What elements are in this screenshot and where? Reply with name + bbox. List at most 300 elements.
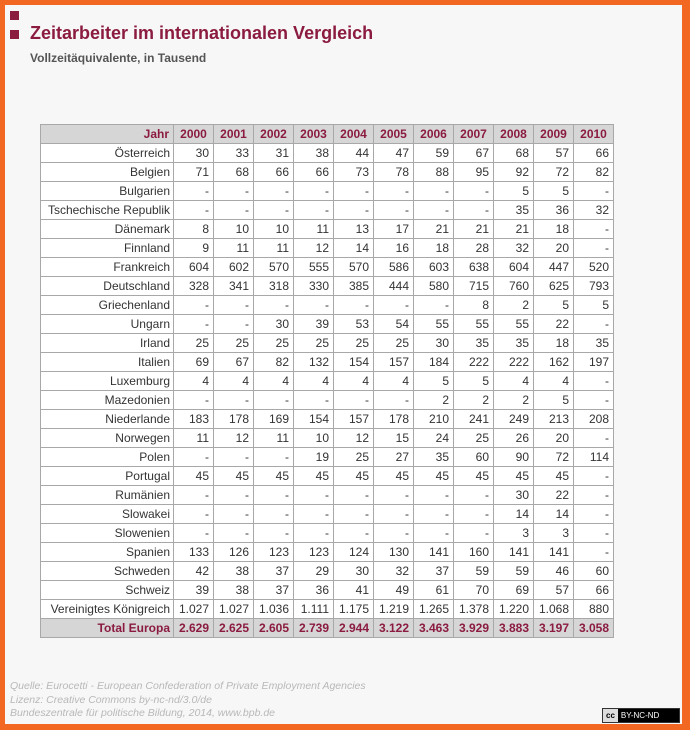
- table-row: [41, 524, 614, 543]
- value-cell: 10: [294, 429, 334, 448]
- value-cell: 30: [494, 486, 534, 505]
- value-cell: 160: [454, 543, 494, 562]
- country-name: Finnland: [41, 239, 174, 258]
- value-cell: 45: [254, 467, 294, 486]
- value-cell: 249: [494, 410, 534, 429]
- value-cell: 715: [454, 277, 494, 296]
- value-cell: 18: [414, 239, 454, 258]
- value-cell: 11: [254, 429, 294, 448]
- value-cell: 154: [294, 410, 334, 429]
- value-cell: -: [254, 448, 294, 467]
- value-cell: 66: [254, 163, 294, 182]
- value-cell: 45: [454, 467, 494, 486]
- value-cell: 570: [254, 258, 294, 277]
- country-name: Griechenland: [41, 296, 174, 315]
- value-cell: 123: [294, 543, 334, 562]
- value-cell: 36: [534, 201, 574, 220]
- value-cell: 447: [534, 258, 574, 277]
- value-cell: 45: [334, 467, 374, 486]
- value-cell: 55: [454, 315, 494, 334]
- country-name: Bulgarien: [41, 182, 174, 201]
- value-cell: 25: [174, 334, 214, 353]
- value-cell: 32: [574, 201, 614, 220]
- value-cell: 5: [494, 182, 534, 201]
- country-name: Mazedonien: [41, 391, 174, 410]
- total-cell: 2.625: [214, 619, 254, 638]
- value-cell: 1.220: [494, 600, 534, 619]
- value-cell: 59: [414, 144, 454, 163]
- value-cell: 16: [374, 239, 414, 258]
- value-cell: 625: [534, 277, 574, 296]
- value-cell: 72: [534, 448, 574, 467]
- value-cell: -: [414, 486, 454, 505]
- value-cell: -: [454, 486, 494, 505]
- value-cell: 30: [174, 144, 214, 163]
- value-cell: 67: [214, 353, 254, 372]
- value-cell: -: [294, 505, 334, 524]
- value-cell: 39: [294, 315, 334, 334]
- value-cell: 178: [374, 410, 414, 429]
- value-cell: 35: [574, 334, 614, 353]
- value-cell: 69: [174, 353, 214, 372]
- value-cell: 72: [534, 163, 574, 182]
- value-cell: 330: [294, 277, 334, 296]
- value-cell: -: [334, 201, 374, 220]
- table-row: [41, 410, 614, 429]
- value-cell: -: [294, 201, 334, 220]
- value-cell: 1.219: [374, 600, 414, 619]
- country-name: Slowenien: [41, 524, 174, 543]
- value-cell: 1.036: [254, 600, 294, 619]
- value-cell: 82: [254, 353, 294, 372]
- value-cell: -: [374, 505, 414, 524]
- value-cell: 222: [454, 353, 494, 372]
- value-cell: -: [174, 182, 214, 201]
- value-cell: 444: [374, 277, 414, 296]
- value-cell: 19: [294, 448, 334, 467]
- cc-icon: cc: [603, 709, 618, 722]
- value-cell: -: [214, 486, 254, 505]
- value-cell: -: [374, 391, 414, 410]
- table-row: [41, 182, 614, 201]
- value-cell: 36: [294, 581, 334, 600]
- value-cell: -: [414, 524, 454, 543]
- value-cell: 132: [294, 353, 334, 372]
- table-row: [41, 486, 614, 505]
- table-row: [41, 505, 614, 524]
- value-cell: 154: [334, 353, 374, 372]
- table-row: [41, 562, 614, 581]
- value-cell: 53: [334, 315, 374, 334]
- value-cell: 5: [534, 182, 574, 201]
- value-cell: -: [174, 524, 214, 543]
- value-cell: 4: [174, 372, 214, 391]
- value-cell: 55: [414, 315, 454, 334]
- value-cell: 603: [414, 258, 454, 277]
- value-cell: 14: [494, 505, 534, 524]
- header-label: Jahr: [41, 125, 174, 144]
- data-table: [40, 124, 614, 638]
- value-cell: 10: [214, 220, 254, 239]
- table-row: [41, 239, 614, 258]
- year-header: 2005: [374, 125, 414, 144]
- value-cell: 11: [214, 239, 254, 258]
- value-cell: -: [574, 505, 614, 524]
- value-cell: -: [294, 486, 334, 505]
- value-cell: 37: [254, 581, 294, 600]
- value-cell: 37: [254, 562, 294, 581]
- value-cell: 45: [214, 467, 254, 486]
- value-cell: 25: [254, 334, 294, 353]
- value-cell: 114: [574, 448, 614, 467]
- value-cell: -: [374, 486, 414, 505]
- country-name: Österreich: [41, 144, 174, 163]
- table-row: [41, 467, 614, 486]
- value-cell: 45: [174, 467, 214, 486]
- value-cell: 213: [534, 410, 574, 429]
- value-cell: -: [334, 182, 374, 201]
- value-cell: 8: [174, 220, 214, 239]
- value-cell: -: [334, 296, 374, 315]
- table-row: [41, 277, 614, 296]
- value-cell: 25: [374, 334, 414, 353]
- publisher-line: Bundeszentrale für politische Bildung, 2014, www.bpb.de: [10, 707, 276, 719]
- table-row: [41, 334, 614, 353]
- table-row: [41, 391, 614, 410]
- value-cell: 9: [174, 239, 214, 258]
- value-cell: 1.068: [534, 600, 574, 619]
- value-cell: 604: [174, 258, 214, 277]
- table-row: [41, 296, 614, 315]
- value-cell: -: [334, 524, 374, 543]
- value-cell: 21: [494, 220, 534, 239]
- value-cell: -: [574, 391, 614, 410]
- value-cell: -: [574, 467, 614, 486]
- total-cell: 3.197: [534, 619, 574, 638]
- value-cell: 880: [574, 600, 614, 619]
- country-name: Deutschland: [41, 277, 174, 296]
- country-name: Schweden: [41, 562, 174, 581]
- table-row: [41, 600, 614, 619]
- country-name: Belgien: [41, 163, 174, 182]
- value-cell: 241: [454, 410, 494, 429]
- year-header: 2009: [534, 125, 574, 144]
- value-cell: 45: [414, 467, 454, 486]
- page-subtitle: Vollzeitäquivalente, in Tausend: [30, 51, 207, 65]
- country-name: Niederlande: [41, 410, 174, 429]
- value-cell: 22: [534, 315, 574, 334]
- value-cell: -: [454, 201, 494, 220]
- value-cell: 37: [414, 562, 454, 581]
- value-cell: 169: [254, 410, 294, 429]
- total-cell: 2.739: [294, 619, 334, 638]
- value-cell: 39: [174, 581, 214, 600]
- value-cell: 141: [534, 543, 574, 562]
- table-body: [41, 144, 614, 638]
- value-cell: 11: [254, 239, 294, 258]
- value-cell: 124: [334, 543, 374, 562]
- value-cell: 141: [494, 543, 534, 562]
- value-cell: 2: [494, 296, 534, 315]
- value-cell: 222: [494, 353, 534, 372]
- value-cell: -: [454, 505, 494, 524]
- value-cell: -: [334, 391, 374, 410]
- value-cell: 11: [174, 429, 214, 448]
- year-header: 2006: [414, 125, 454, 144]
- value-cell: 1.378: [454, 600, 494, 619]
- value-cell: 29: [294, 562, 334, 581]
- value-cell: -: [414, 182, 454, 201]
- source-note: [10, 680, 366, 721]
- value-cell: 25: [454, 429, 494, 448]
- value-cell: 4: [494, 372, 534, 391]
- value-cell: -: [214, 182, 254, 201]
- value-cell: 141: [414, 543, 454, 562]
- value-cell: 73: [334, 163, 374, 182]
- country-name: Tschechische Republik: [41, 201, 174, 220]
- value-cell: 68: [494, 144, 534, 163]
- value-cell: 4: [374, 372, 414, 391]
- value-cell: -: [454, 524, 494, 543]
- value-cell: 25: [334, 448, 374, 467]
- country-name: Irland: [41, 334, 174, 353]
- value-cell: 35: [454, 334, 494, 353]
- table-row: [41, 201, 614, 220]
- country-name: Spanien: [41, 543, 174, 562]
- value-cell: 4: [214, 372, 254, 391]
- value-cell: 555: [294, 258, 334, 277]
- value-cell: -: [174, 201, 214, 220]
- value-cell: -: [214, 315, 254, 334]
- total-cell: 3.929: [454, 619, 494, 638]
- value-cell: 26: [494, 429, 534, 448]
- total-cell: 2.605: [254, 619, 294, 638]
- value-cell: 133: [174, 543, 214, 562]
- value-cell: 67: [454, 144, 494, 163]
- value-cell: -: [574, 372, 614, 391]
- value-cell: 95: [454, 163, 494, 182]
- value-cell: 35: [494, 334, 534, 353]
- value-cell: -: [214, 505, 254, 524]
- country-name: Luxemburg: [41, 372, 174, 391]
- value-cell: -: [294, 296, 334, 315]
- value-cell: 328: [174, 277, 214, 296]
- value-cell: -: [574, 182, 614, 201]
- value-cell: 45: [294, 467, 334, 486]
- value-cell: -: [174, 486, 214, 505]
- table-row: [41, 144, 614, 163]
- value-cell: 1.027: [174, 600, 214, 619]
- value-cell: 183: [174, 410, 214, 429]
- table-row: [41, 372, 614, 391]
- value-cell: 46: [534, 562, 574, 581]
- value-cell: 20: [534, 429, 574, 448]
- year-header: 2008: [494, 125, 534, 144]
- table-row: [41, 315, 614, 334]
- value-cell: -: [574, 220, 614, 239]
- value-cell: 162: [534, 353, 574, 372]
- year-header: 2000: [174, 125, 214, 144]
- value-cell: 78: [374, 163, 414, 182]
- table-row: [41, 581, 614, 600]
- value-cell: 18: [534, 220, 574, 239]
- value-cell: 385: [334, 277, 374, 296]
- value-cell: -: [374, 182, 414, 201]
- country-name: Vereinigtes Königreich: [41, 600, 174, 619]
- value-cell: 45: [374, 467, 414, 486]
- page-title: Zeitarbeiter im internationalen Vergleich: [30, 23, 374, 43]
- year-header: 2002: [254, 125, 294, 144]
- value-cell: -: [174, 296, 214, 315]
- value-cell: 570: [334, 258, 374, 277]
- value-cell: 61: [414, 581, 454, 600]
- value-cell: 580: [414, 277, 454, 296]
- value-cell: -: [174, 505, 214, 524]
- value-cell: 1.027: [214, 600, 254, 619]
- value-cell: 5: [574, 296, 614, 315]
- value-cell: 88: [414, 163, 454, 182]
- value-cell: -: [214, 296, 254, 315]
- value-cell: 5: [454, 372, 494, 391]
- value-cell: 12: [334, 429, 374, 448]
- value-cell: 25: [294, 334, 334, 353]
- value-cell: 38: [294, 144, 334, 163]
- value-cell: -: [214, 524, 254, 543]
- value-cell: -: [374, 201, 414, 220]
- figure-frame: [5, 5, 682, 724]
- value-cell: 32: [494, 239, 534, 258]
- value-cell: 38: [214, 562, 254, 581]
- value-cell: -: [574, 486, 614, 505]
- value-cell: -: [254, 182, 294, 201]
- value-cell: 21: [414, 220, 454, 239]
- value-cell: 92: [494, 163, 534, 182]
- value-cell: 59: [494, 562, 534, 581]
- value-cell: -: [294, 391, 334, 410]
- value-cell: -: [254, 505, 294, 524]
- value-cell: -: [334, 486, 374, 505]
- title-bullet-icon: [10, 30, 19, 39]
- value-cell: 11: [294, 220, 334, 239]
- year-header: 2010: [574, 125, 614, 144]
- value-cell: 27: [374, 448, 414, 467]
- decor-square-icon: [10, 11, 19, 20]
- cc-license-badge[interactable]: [602, 708, 680, 723]
- table-row: [41, 258, 614, 277]
- value-cell: -: [254, 391, 294, 410]
- value-cell: 14: [534, 505, 574, 524]
- value-cell: 341: [214, 277, 254, 296]
- value-cell: 760: [494, 277, 534, 296]
- value-cell: 197: [574, 353, 614, 372]
- value-cell: -: [254, 296, 294, 315]
- country-name: Ungarn: [41, 315, 174, 334]
- total-cell: 2.944: [334, 619, 374, 638]
- value-cell: -: [174, 448, 214, 467]
- table-row: [41, 429, 614, 448]
- value-cell: 4: [254, 372, 294, 391]
- value-cell: 82: [574, 163, 614, 182]
- value-cell: -: [574, 315, 614, 334]
- value-cell: 35: [414, 448, 454, 467]
- value-cell: 1.111: [294, 600, 334, 619]
- table-row: [41, 163, 614, 182]
- value-cell: 130: [374, 543, 414, 562]
- value-cell: 38: [214, 581, 254, 600]
- value-cell: 44: [334, 144, 374, 163]
- value-cell: 71: [174, 163, 214, 182]
- value-cell: 210: [414, 410, 454, 429]
- value-cell: -: [334, 505, 374, 524]
- value-cell: 20: [534, 239, 574, 258]
- value-cell: 12: [214, 429, 254, 448]
- value-cell: 45: [494, 467, 534, 486]
- value-cell: -: [254, 201, 294, 220]
- value-cell: -: [214, 201, 254, 220]
- value-cell: 638: [454, 258, 494, 277]
- value-cell: 5: [534, 391, 574, 410]
- value-cell: 4: [534, 372, 574, 391]
- value-cell: 54: [374, 315, 414, 334]
- value-cell: 208: [574, 410, 614, 429]
- total-label: Total Europa: [41, 619, 174, 638]
- value-cell: 66: [294, 163, 334, 182]
- total-cell: 2.629: [174, 619, 214, 638]
- value-cell: -: [574, 543, 614, 562]
- value-cell: 3: [494, 524, 534, 543]
- value-cell: 178: [214, 410, 254, 429]
- value-cell: 12: [294, 239, 334, 258]
- value-cell: 318: [254, 277, 294, 296]
- value-cell: -: [174, 391, 214, 410]
- table-header-row: [41, 125, 614, 144]
- value-cell: 57: [534, 581, 574, 600]
- country-name: Portugal: [41, 467, 174, 486]
- country-name: Slowakei: [41, 505, 174, 524]
- value-cell: 586: [374, 258, 414, 277]
- value-cell: 25: [334, 334, 374, 353]
- value-cell: 35: [494, 201, 534, 220]
- value-cell: 520: [574, 258, 614, 277]
- total-cell: 3.058: [574, 619, 614, 638]
- value-cell: 5: [534, 296, 574, 315]
- value-cell: 14: [334, 239, 374, 258]
- value-cell: 59: [454, 562, 494, 581]
- value-cell: 66: [574, 144, 614, 163]
- value-cell: 123: [254, 543, 294, 562]
- value-cell: 42: [174, 562, 214, 581]
- value-cell: 70: [454, 581, 494, 600]
- value-cell: 10: [254, 220, 294, 239]
- value-cell: 184: [414, 353, 454, 372]
- total-cell: 3.883: [494, 619, 534, 638]
- value-cell: 90: [494, 448, 534, 467]
- value-cell: 69: [494, 581, 534, 600]
- value-cell: 30: [414, 334, 454, 353]
- value-cell: -: [174, 315, 214, 334]
- year-header: 2003: [294, 125, 334, 144]
- value-cell: 126: [214, 543, 254, 562]
- value-cell: 25: [214, 334, 254, 353]
- country-name: Italien: [41, 353, 174, 372]
- value-cell: 602: [214, 258, 254, 277]
- value-cell: 5: [414, 372, 454, 391]
- value-cell: 66: [574, 581, 614, 600]
- value-cell: 33: [214, 144, 254, 163]
- country-name: Rumänien: [41, 486, 174, 505]
- value-cell: 32: [374, 562, 414, 581]
- value-cell: 157: [334, 410, 374, 429]
